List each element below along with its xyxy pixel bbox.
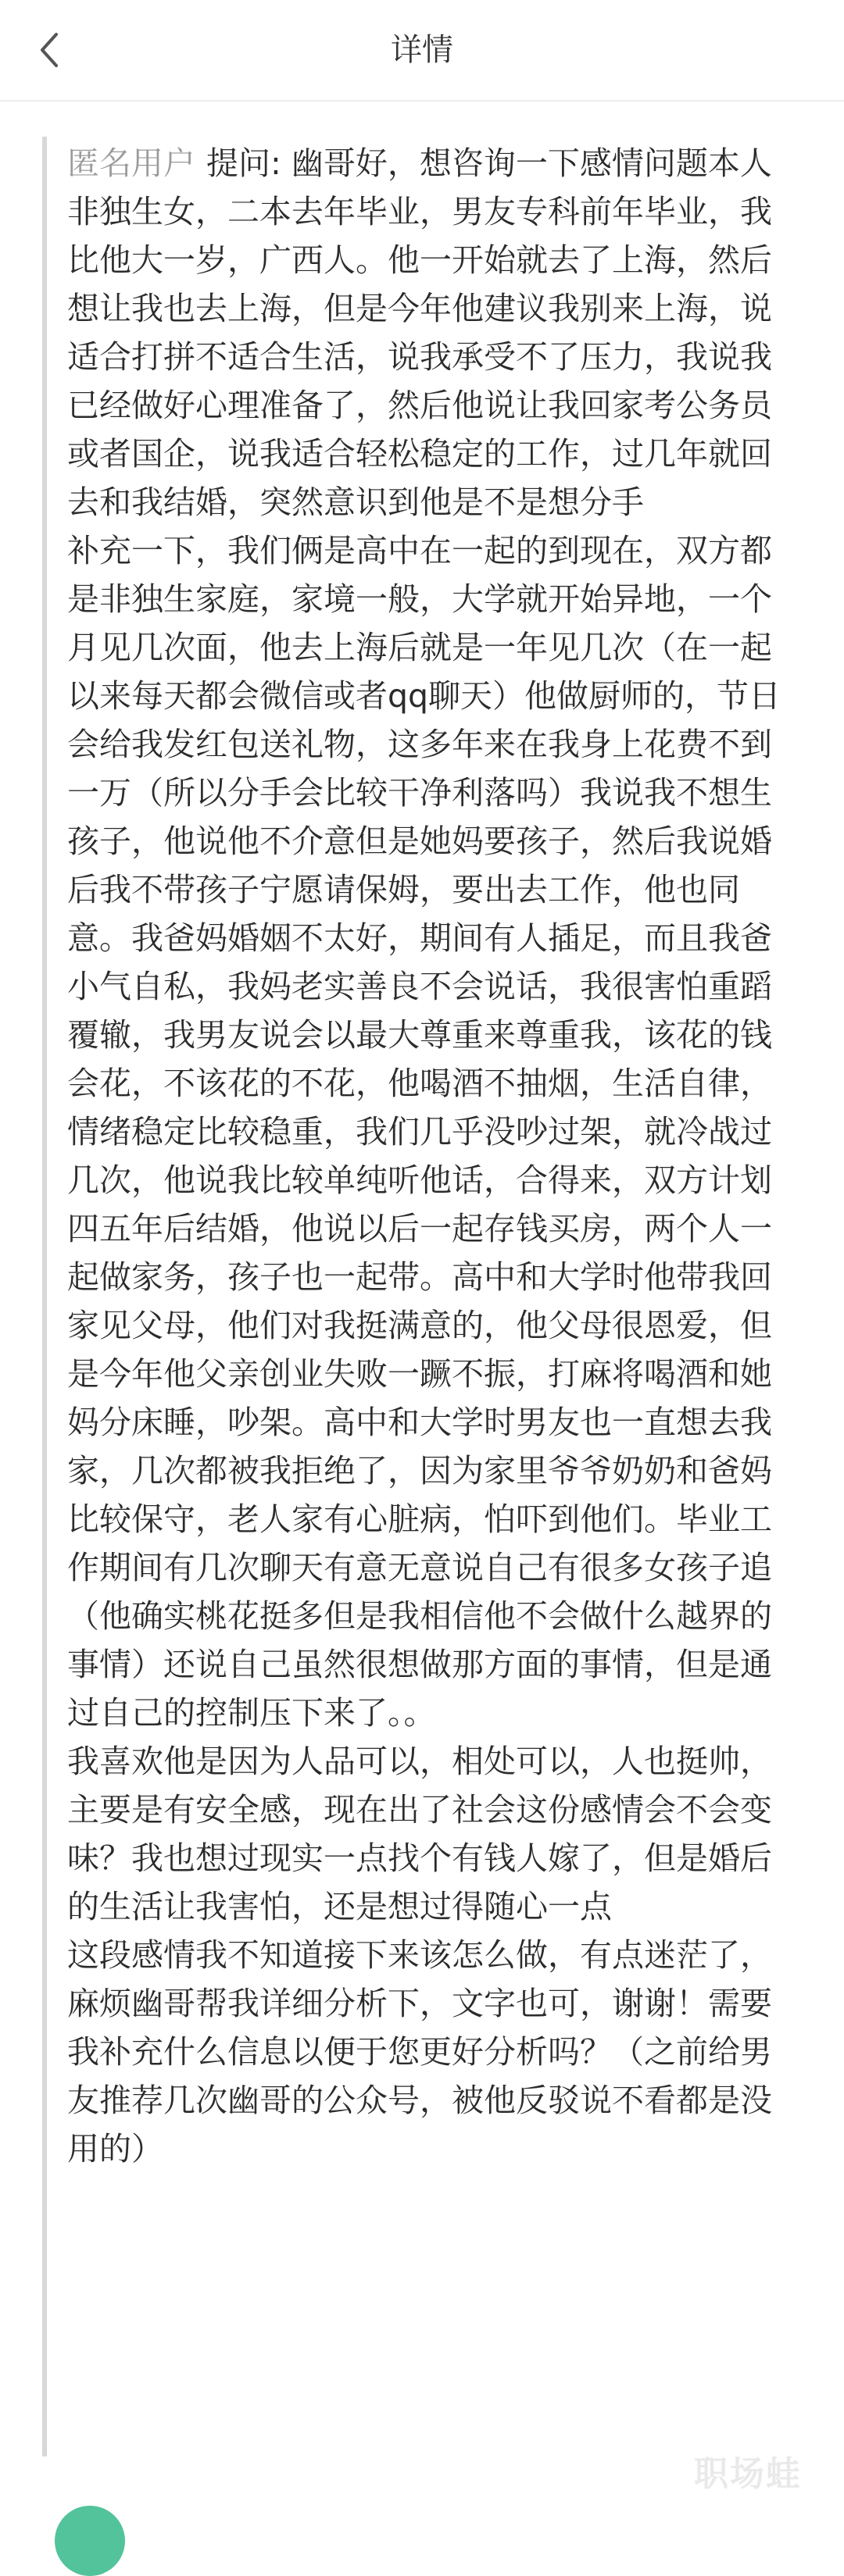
question-quote-block <box>42 137 792 2456</box>
question-paragraph: 这段感情我不知道接下来该怎么做，有点迷茫了，麻烦幽哥帮我详细分析下，文字也可，谢谢！需要我补充什么信息以便于您更好分析吗？（之前给男友推荐几次幽哥的公众号，被他反驳说不看都是没用的） <box>67 1936 772 2167</box>
asker-name: 匿名用户 <box>67 144 195 182</box>
question-paragraph: 我喜欢他是因为人品可以，相处可以，人也挺帅，主要是有安全感，现在出了社会这份感情会不会变味？我也想过现实一点找个有钱人嫁了，但是婚后的生活让我害怕，还是想过得随心一点 <box>67 1743 772 1925</box>
question-text: 提问: 幽哥好，想咨询一下感情问题本人非独生女，二本去年毕业，男友专科前年毕业，我比他大一岁，广西人。他一开始就去了上海，然后想让我也去上海，但是今年他建议我别来上海，说适合打拼不适合生活，说我承受不了压力，我说我已经做好心理准备了，然后他说让我回家考公务员或者国企，说我适合轻松稳定的工作，过几年就回去和我结婚，突然意识到他是不是想分手 <box>67 144 772 521</box>
top-navigation-bar <box>0 0 844 102</box>
page-title: 详情 <box>391 32 453 68</box>
question-paragraph: 补充一下，我们俩是高中在一起的到现在，双方都是非独生家庭，家境一般，大学就开始异地，一个月见几次面，他去上海后就是一年见几次（在一起以来每天都会微信或者qq聊天）他做厨师的，节日会给我发红包送礼物，这多年来在我身上花费不到一万（所以分手会比较干净利落吗）我说我不想生孩子，他说他不介意但是她妈要孩子，然后我说婚后我不带孩子宁愿请保姆，要出去工作，他也同意。我爸妈婚姻不太好，期间有人插足，而且我爸小气自私，我妈老实善良不会说话，我很害怕重蹈覆辙，我男友说会以最大尊重来尊重我，该花的钱会花，不该花的不花，他喝酒不抽烟，生活自律，情绪稳定比较稳重，我们几乎没吵过架，就冷战过几次，他说我比较单纯听他话，合得来，双方计划四五年后结婚，他说以后一起存钱买房，两个人一起做家务，孩子也一起带。高中和大学时他带我回家见父母，他们对我挺满意的，他父母很恩爱，但是今年他父亲创业失败一蹶不振，打麻将喝酒和她妈分床睡，吵架。高中和大学时男友也一直想去我家，几次都被我拒绝了，因为家里爷爷奶奶和爸妈比较保守，老人家有心脏病，怕吓到他们。毕业工作期间有几次聊天有意无意说自己有很多女孩子追（他确实桃花挺多但是我相信他不会做什么越界的事情）还说自己虽然很想做那方面的事情，但是通过自己的控制压下来了。。 <box>67 532 781 1732</box>
question-paragraph <box>67 139 792 526</box>
watermark: 职场蛙 <box>694 2454 802 2494</box>
avatar[interactable] <box>55 2506 125 2576</box>
